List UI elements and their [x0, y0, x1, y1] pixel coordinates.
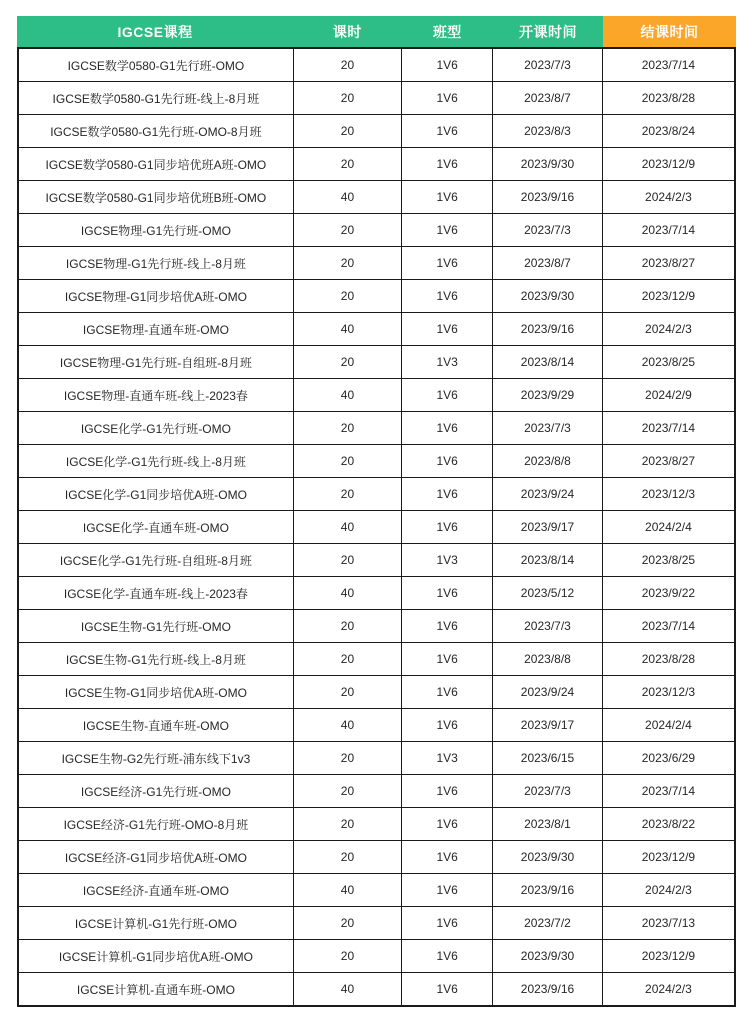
hours-cell: 20: [293, 643, 401, 676]
end-date-cell: 2023/8/25: [602, 544, 735, 577]
end-date-cell: 2023/6/29: [602, 742, 735, 775]
start-date-cell: 2023/9/17: [493, 511, 603, 544]
start-date-cell: 2023/9/30: [493, 280, 603, 313]
table-row: [18, 808, 735, 841]
end-date-cell: 2023/9/22: [602, 577, 735, 610]
table-row: [18, 148, 735, 181]
start-date-cell: 2023/9/16: [493, 973, 603, 1007]
hours-cell: 20: [293, 610, 401, 643]
hours-cell: 20: [293, 115, 401, 148]
table-row: [18, 775, 735, 808]
class-type-cell: 1V6: [402, 247, 493, 280]
start-date-cell: 2023/9/17: [493, 709, 603, 742]
hours-cell: 40: [293, 577, 401, 610]
hours-cell: 20: [293, 940, 401, 973]
table-header-row: [17, 16, 736, 47]
table-row: [18, 82, 735, 115]
end-date-cell: 2023/7/14: [602, 775, 735, 808]
hours-cell: 40: [293, 973, 401, 1007]
end-date-cell: 2023/7/13: [602, 907, 735, 940]
hours-cell: 40: [293, 874, 401, 907]
hours-cell: 20: [293, 544, 401, 577]
start-date-cell: 2023/8/1: [493, 808, 603, 841]
course-table-container: [17, 16, 736, 1007]
table-row: [18, 214, 735, 247]
start-date-cell: 2023/9/16: [493, 874, 603, 907]
course-cell: IGCSE生物-直通车班-OMO: [18, 709, 293, 742]
table-row: [18, 577, 735, 610]
end-date-cell: 2024/2/4: [602, 709, 735, 742]
class-type-cell: 1V6: [402, 478, 493, 511]
start-date-cell: 2023/8/14: [493, 544, 603, 577]
course-cell: IGCSE经济-G1先行班-OMO: [18, 775, 293, 808]
course-cell: IGCSE经济-G1同步培优A班-OMO: [18, 841, 293, 874]
table-row: [18, 676, 735, 709]
course-cell: IGCSE化学-G1先行班-OMO: [18, 412, 293, 445]
class-type-cell: 1V3: [402, 544, 493, 577]
hours-cell: 20: [293, 445, 401, 478]
course-cell: IGCSE化学-直通车班-OMO: [18, 511, 293, 544]
class-type-cell: 1V6: [402, 181, 493, 214]
start-date-cell: 2023/7/3: [493, 412, 603, 445]
course-cell: IGCSE数学0580-G1先行班-OMO-8月班: [18, 115, 293, 148]
start-date-cell: 2023/5/12: [493, 577, 603, 610]
start-date-cell: 2023/9/24: [493, 676, 603, 709]
table-row: [18, 181, 735, 214]
end-date-cell: 2024/2/3: [602, 313, 735, 346]
class-type-cell: 1V6: [402, 115, 493, 148]
end-date-cell: 2023/8/27: [602, 247, 735, 280]
class-type-cell: 1V6: [402, 874, 493, 907]
course-table: [17, 47, 736, 1007]
class-type-cell: 1V6: [402, 907, 493, 940]
hours-cell: 20: [293, 676, 401, 709]
class-type-cell: 1V6: [402, 379, 493, 412]
table-row: [18, 973, 735, 1007]
column-header-hours: 课时: [293, 16, 402, 47]
table-row: [18, 874, 735, 907]
course-cell: IGCSE数学0580-G1先行班-线上-8月班: [18, 82, 293, 115]
start-date-cell: 2023/7/3: [493, 775, 603, 808]
start-date-cell: 2023/9/30: [493, 841, 603, 874]
start-date-cell: 2023/7/3: [493, 48, 603, 82]
class-type-cell: 1V6: [402, 412, 493, 445]
course-cell: IGCSE物理-G1先行班-OMO: [18, 214, 293, 247]
class-type-cell: 1V6: [402, 577, 493, 610]
start-date-cell: 2023/8/8: [493, 643, 603, 676]
start-date-cell: 2023/8/7: [493, 247, 603, 280]
end-date-cell: 2023/8/22: [602, 808, 735, 841]
start-date-cell: 2023/9/30: [493, 940, 603, 973]
class-type-cell: 1V6: [402, 48, 493, 82]
column-header-start-date: 开课时间: [493, 16, 603, 47]
course-cell: IGCSE物理-G1先行班-线上-8月班: [18, 247, 293, 280]
table-row: [18, 247, 735, 280]
end-date-cell: 2023/12/3: [602, 676, 735, 709]
class-type-cell: 1V6: [402, 676, 493, 709]
table-row: [18, 48, 735, 82]
end-date-cell: 2024/2/3: [602, 181, 735, 214]
hours-cell: 40: [293, 379, 401, 412]
class-type-cell: 1V6: [402, 511, 493, 544]
course-cell: IGCSE物理-直通车班-线上-2023春: [18, 379, 293, 412]
class-type-cell: 1V3: [402, 346, 493, 379]
start-date-cell: 2023/6/15: [493, 742, 603, 775]
table-row: [18, 643, 735, 676]
end-date-cell: 2024/2/4: [602, 511, 735, 544]
start-date-cell: 2023/9/29: [493, 379, 603, 412]
table-row: [18, 610, 735, 643]
start-date-cell: 2023/9/30: [493, 148, 603, 181]
hours-cell: 20: [293, 808, 401, 841]
end-date-cell: 2023/7/14: [602, 412, 735, 445]
hours-cell: 20: [293, 48, 401, 82]
hours-cell: 20: [293, 346, 401, 379]
start-date-cell: 2023/8/3: [493, 115, 603, 148]
hours-cell: 20: [293, 412, 401, 445]
end-date-cell: 2024/2/3: [602, 973, 735, 1007]
course-cell: IGCSE生物-G1同步培优A班-OMO: [18, 676, 293, 709]
end-date-cell: 2024/2/9: [602, 379, 735, 412]
end-date-cell: 2023/8/28: [602, 82, 735, 115]
end-date-cell: 2023/7/14: [602, 610, 735, 643]
hours-cell: 20: [293, 907, 401, 940]
class-type-cell: 1V6: [402, 709, 493, 742]
table-row: [18, 709, 735, 742]
table-row: [18, 841, 735, 874]
class-type-cell: 1V6: [402, 280, 493, 313]
hours-cell: 20: [293, 478, 401, 511]
class-type-cell: 1V3: [402, 742, 493, 775]
hours-cell: 40: [293, 313, 401, 346]
start-date-cell: 2023/8/8: [493, 445, 603, 478]
end-date-cell: 2023/12/9: [602, 841, 735, 874]
course-cell: IGCSE生物-G2先行班-浦东线下1v3: [18, 742, 293, 775]
end-date-cell: 2023/8/27: [602, 445, 735, 478]
hours-cell: 20: [293, 742, 401, 775]
course-cell: IGCSE化学-G1先行班-自组班-8月班: [18, 544, 293, 577]
end-date-cell: 2023/7/14: [602, 214, 735, 247]
table-row: [18, 940, 735, 973]
hours-cell: 20: [293, 280, 401, 313]
table-row: [18, 478, 735, 511]
table-row: [18, 511, 735, 544]
course-cell: IGCSE物理-G1先行班-自组班-8月班: [18, 346, 293, 379]
class-type-cell: 1V6: [402, 841, 493, 874]
class-type-cell: 1V6: [402, 214, 493, 247]
table-row: [18, 544, 735, 577]
table-row: [18, 379, 735, 412]
end-date-cell: 2023/12/9: [602, 940, 735, 973]
start-date-cell: 2023/7/3: [493, 610, 603, 643]
class-type-cell: 1V6: [402, 808, 493, 841]
class-type-cell: 1V6: [402, 445, 493, 478]
course-cell: IGCSE生物-G1先行班-线上-8月班: [18, 643, 293, 676]
class-type-cell: 1V6: [402, 82, 493, 115]
course-cell: IGCSE经济-直通车班-OMO: [18, 874, 293, 907]
end-date-cell: 2023/8/28: [602, 643, 735, 676]
end-date-cell: 2023/7/14: [602, 48, 735, 82]
course-cell: IGCSE数学0580-G1先行班-OMO: [18, 48, 293, 82]
column-header-end-date: 结课时间: [603, 16, 736, 47]
class-type-cell: 1V6: [402, 610, 493, 643]
table-row: [18, 115, 735, 148]
end-date-cell: 2023/12/3: [602, 478, 735, 511]
class-type-cell: 1V6: [402, 148, 493, 181]
course-cell: IGCSE化学-直通车班-线上-2023春: [18, 577, 293, 610]
class-type-cell: 1V6: [402, 643, 493, 676]
start-date-cell: 2023/8/7: [493, 82, 603, 115]
hours-cell: 20: [293, 82, 401, 115]
class-type-cell: 1V6: [402, 313, 493, 346]
start-date-cell: 2023/9/16: [493, 181, 603, 214]
table-row: [18, 742, 735, 775]
column-header-course: IGCSE课程: [17, 16, 293, 47]
hours-cell: 20: [293, 148, 401, 181]
start-date-cell: 2023/9/16: [493, 313, 603, 346]
table-row: [18, 445, 735, 478]
column-header-class-type: 班型: [402, 16, 493, 47]
course-cell: IGCSE化学-G1同步培优A班-OMO: [18, 478, 293, 511]
table-row: [18, 346, 735, 379]
class-type-cell: 1V6: [402, 940, 493, 973]
course-cell: IGCSE计算机-直通车班-OMO: [18, 973, 293, 1007]
course-cell: IGCSE数学0580-G1同步培优班A班-OMO: [18, 148, 293, 181]
table-row: [18, 313, 735, 346]
course-cell: IGCSE物理-G1同步培优A班-OMO: [18, 280, 293, 313]
course-cell: IGCSE数学0580-G1同步培优班B班-OMO: [18, 181, 293, 214]
course-cell: IGCSE经济-G1先行班-OMO-8月班: [18, 808, 293, 841]
table-row: [18, 412, 735, 445]
table-row: [18, 280, 735, 313]
end-date-cell: 2023/8/24: [602, 115, 735, 148]
end-date-cell: 2023/12/9: [602, 280, 735, 313]
course-cell: IGCSE化学-G1先行班-线上-8月班: [18, 445, 293, 478]
course-cell: IGCSE生物-G1先行班-OMO: [18, 610, 293, 643]
table-row: [18, 907, 735, 940]
end-date-cell: 2023/8/25: [602, 346, 735, 379]
hours-cell: 20: [293, 247, 401, 280]
start-date-cell: 2023/7/3: [493, 214, 603, 247]
start-date-cell: 2023/9/24: [493, 478, 603, 511]
hours-cell: 20: [293, 214, 401, 247]
end-date-cell: 2024/2/3: [602, 874, 735, 907]
hours-cell: 20: [293, 841, 401, 874]
class-type-cell: 1V6: [402, 775, 493, 808]
end-date-cell: 2023/12/9: [602, 148, 735, 181]
start-date-cell: 2023/8/14: [493, 346, 603, 379]
course-cell: IGCSE物理-直通车班-OMO: [18, 313, 293, 346]
class-type-cell: 1V6: [402, 973, 493, 1007]
course-cell: IGCSE计算机-G1先行班-OMO: [18, 907, 293, 940]
hours-cell: 40: [293, 709, 401, 742]
course-table-body: [18, 48, 735, 1006]
start-date-cell: 2023/7/2: [493, 907, 603, 940]
course-cell: IGCSE计算机-G1同步培优A班-OMO: [18, 940, 293, 973]
hours-cell: 20: [293, 775, 401, 808]
hours-cell: 40: [293, 181, 401, 214]
hours-cell: 40: [293, 511, 401, 544]
